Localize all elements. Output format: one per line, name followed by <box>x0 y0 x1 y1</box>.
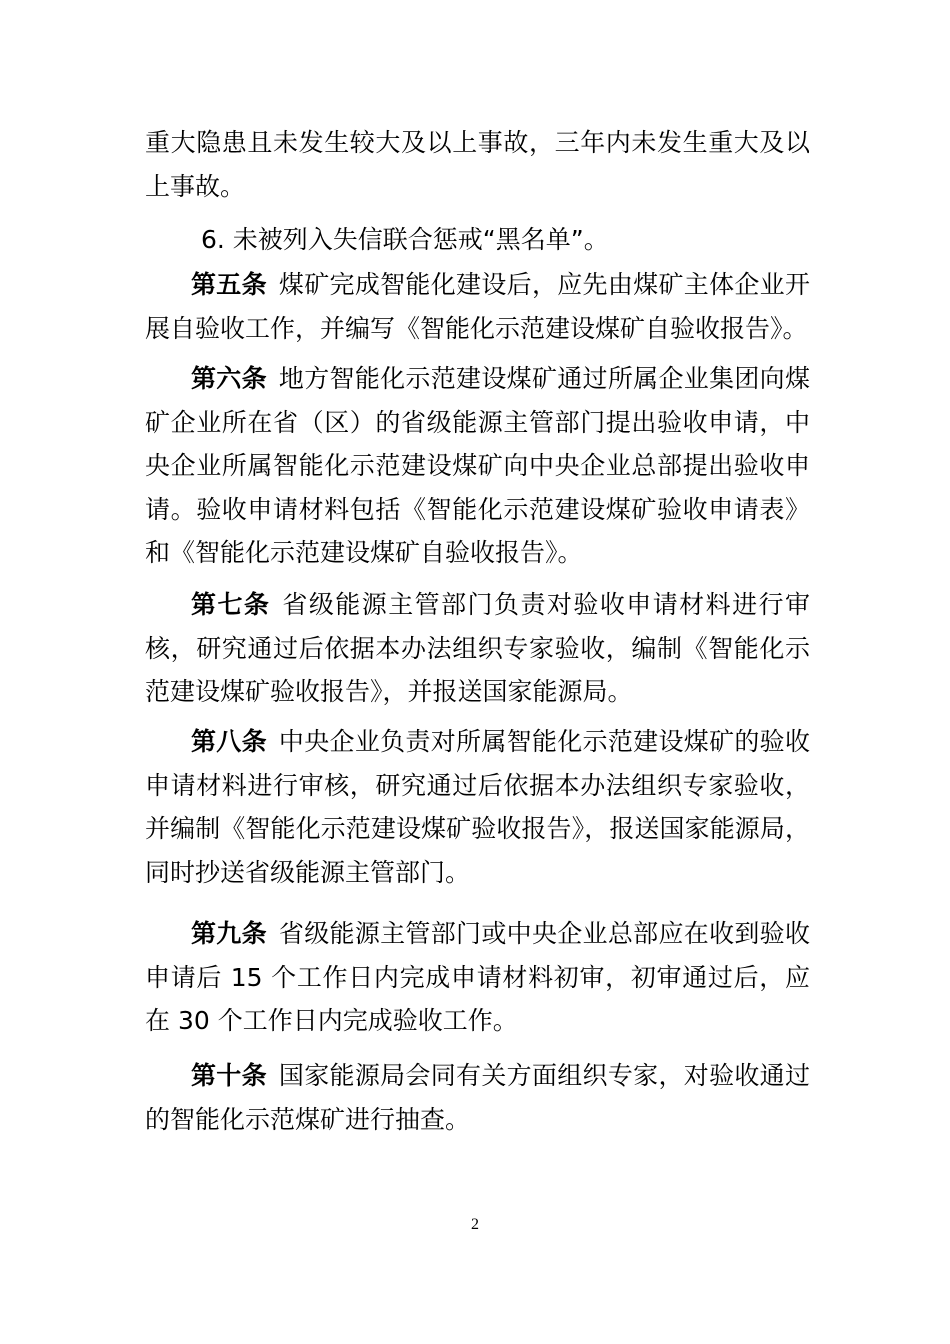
article-heading: 第七条 <box>191 590 271 619</box>
item-6 <box>145 218 810 262</box>
article-body: 国家能源局会同有关方面组织专家，对验收通过的智能化示范煤矿进行抽查。 <box>145 1061 810 1134</box>
article-9 <box>145 912 810 1043</box>
article-body: 煤矿完成智能化建设后，应先由煤矿主体企业开展自验收工作，并编写《智能化示范建设煤矿自验收报告》。 <box>145 270 810 343</box>
article-body: 中央企业负责对所属智能化示范建设煤矿的验收申请材料进行审核，研究通过后依据本办法组织专家验收，并编制《智能化示范建设煤矿验收报告》，报送国家能源局，同时抄送省级能源主管部门。 <box>145 727 810 887</box>
article-body: 省级能源主管部门或中央企业总部应在收到验收申请后 15 个工作日内完成申请材料初审，初审通过后，应在 30 个工作日内完成验收工作。 <box>145 919 810 1035</box>
article-7 <box>145 583 810 714</box>
article-5 <box>145 263 810 350</box>
continuation-paragraph <box>145 121 810 208</box>
article-heading: 第十条 <box>191 1061 267 1090</box>
article-heading: 第六条 <box>191 364 267 393</box>
article-body: 省级能源主管部门负责对验收申请材料进行审核，研究通过后依据本办法组织专家验收，编制《智能化示范建设煤矿验收报告》，并报送国家能源局。 <box>145 590 810 706</box>
item-6-text: 6. 未被列入失信联合惩戒“黑名单”。 <box>201 225 609 254</box>
article-heading: 第八条 <box>191 727 267 756</box>
article-6 <box>145 357 810 575</box>
article-body: 地方智能化示范建设煤矿通过所属企业集团向煤矿企业所在省（区）的省级能源主管部门提出验收申请，中央企业所属智能化示范建设煤矿向中央企业总部提出验收申请。验收申请材料包括《智能化示范建设煤矿验收申请表》和《智能化示范建设煤矿自验收报告》。 <box>145 364 810 567</box>
article-10 <box>145 1054 810 1141</box>
continuation-text: 重大隐患且未发生较大及以上事故，三年内未发生重大及以上事故。 <box>145 128 810 201</box>
article-heading: 第五条 <box>191 270 267 299</box>
article-heading: 第九条 <box>191 919 267 948</box>
page-number: 2 <box>471 1216 479 1233</box>
article-8 <box>145 720 810 894</box>
